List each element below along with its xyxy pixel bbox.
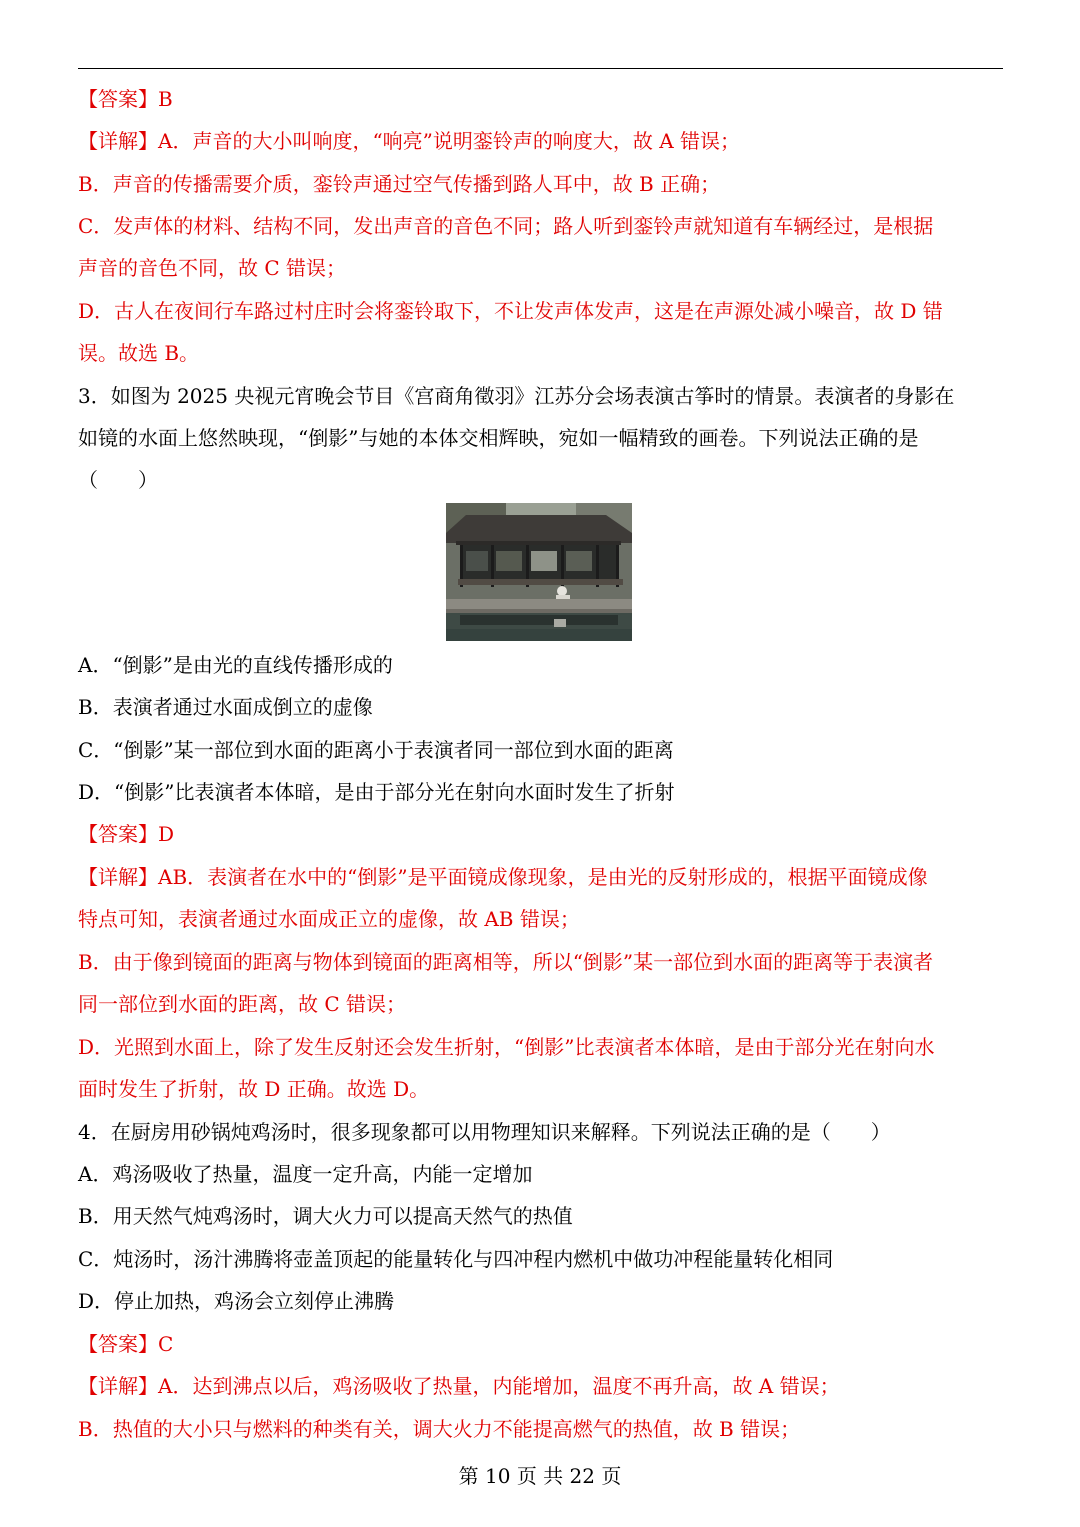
q3-detail-ab1-line <box>78 863 928 891</box>
q3-answer-line <box>78 820 174 848</box>
q2-answer-line <box>78 85 173 113</box>
q2-answer-tag: 【答案】 <box>78 87 158 111</box>
footer-suffix: 页 <box>601 1464 622 1488</box>
q4-option-a: A．鸡汤吸收了热量，温度一定升高，内能一定增加 <box>78 1162 533 1186</box>
q4-detail-a: A．达到沸点以后，鸡汤吸收了热量，内能增加，温度不再升高，故 A 错误； <box>158 1374 840 1398</box>
q3-answer-tag: 【答案】 <box>78 822 158 846</box>
q3-option-b: B．表演者通过水面成倒立的虚像 <box>78 695 373 719</box>
q3-option-c: C．“倒影”某一部位到水面的距离小于表演者同一部位到水面的距离 <box>78 738 674 762</box>
q2-answer-value: B <box>158 87 173 111</box>
footer-middle: 页 共 <box>516 1464 564 1488</box>
q2-detail-d1: D．古人在夜间行车路过村庄时会将銮铃取下，不让发声体发声，这是在声源处减小噪音，故 D 错 <box>78 299 943 323</box>
q4-stem: 4．在厨房用砂锅炖鸡汤时，很多现象都可以用物理知识来解释。下列说法正确的是（ ） <box>78 1120 891 1144</box>
q2-detail-b: B．声音的传播需要介质，銮铃声通过空气传播到路人耳中，故 B 正确； <box>78 172 721 196</box>
q3-option-d: D．“倒影”比表演者本体暗，是由于部分光在射向水面时发生了折射 <box>78 780 675 804</box>
footer-prefix: 第 <box>458 1464 479 1488</box>
q3-stem-3: （ ） <box>78 468 158 492</box>
q2-detail-c2: 声音的音色不同，故 C 错误； <box>78 256 347 280</box>
footer-total-pages: 22 <box>569 1464 595 1488</box>
q3-detail-tag: 【详解】 <box>78 865 158 889</box>
q4-option-d: D．停止加热，鸡汤会立刻停止沸腾 <box>78 1289 395 1313</box>
q4-answer-line <box>78 1330 173 1358</box>
q2-detail-a-line <box>78 127 740 155</box>
q4-option-b: B．用天然气炖鸡汤时，调大火力可以提高天然气的热值 <box>78 1204 573 1228</box>
pavilion-reflection-photo <box>446 503 632 641</box>
q4-detail-tag: 【详解】 <box>78 1374 158 1398</box>
q4-option-c: C．炖汤时，汤汁沸腾将壶盖顶起的能量转化与四冲程内燃机中做功冲程能量转化相同 <box>78 1247 834 1271</box>
q4-detail-b: B．热值的大小只与燃料的种类有关，调大火力不能提高燃气的热值，故 B 错误； <box>78 1417 801 1441</box>
q3-detail-d1: D．光照到水面上，除了发生反射还会发生折射，“倒影”比表演者本体暗，是由于部分光在射向水 <box>78 1035 935 1059</box>
footer-current-page: 10 <box>485 1464 511 1488</box>
q2-detail-d2: 误。故选 B。 <box>78 341 200 365</box>
q2-detail-c1: C．发声体的材料、结构不同，发出声音的音色不同；路人听到銮铃声就知道有车辆经过，是根据 <box>78 214 934 238</box>
q3-detail-ab2: 特点可知，表演者通过水面成正立的虚像，故 AB 错误； <box>78 907 580 931</box>
q3-detail-b2: 同一部位到水面的距离，故 C 错误； <box>78 992 407 1016</box>
q3-detail-b1: B．由于像到镜面的距离与物体到镜面的距离相等，所以“倒影”某一部位到水面的距离等于表演者 <box>78 950 934 974</box>
q3-detail-ab1: AB．表演者在水中的“倒影”是平面镜成像现象，是由光的反射形成的，根据平面镜成像 <box>158 865 928 889</box>
q3-option-a: A．“倒影”是由光的直线传播形成的 <box>78 653 393 677</box>
q2-detail-tag: 【详解】 <box>78 129 158 153</box>
q3-stem-2: 如镜的水面上悠然映现，“倒影”与她的本体交相辉映，宛如一幅精致的画卷。下列说法正确的是 <box>78 426 919 450</box>
q2-detail-a: A．声音的大小叫响度，“响亮”说明銮铃声的响度大，故 A 错误； <box>158 129 741 153</box>
q4-detail-a-line <box>78 1372 840 1400</box>
q3-stem-1: 3．如图为 2025 央视元宵晚会节目《宫商角徵羽》江苏分会场表演古筝时的情景。表演者的身影在 <box>78 384 955 408</box>
q3-answer-value: D <box>158 822 175 846</box>
header-rule <box>78 68 1003 69</box>
q4-answer-tag: 【答案】 <box>78 1332 158 1356</box>
q3-detail-d2: 面时发生了折射，故 D 正确。故选 D。 <box>78 1077 430 1101</box>
q4-answer-value: C <box>158 1332 174 1356</box>
page-footer <box>0 1462 1080 1490</box>
